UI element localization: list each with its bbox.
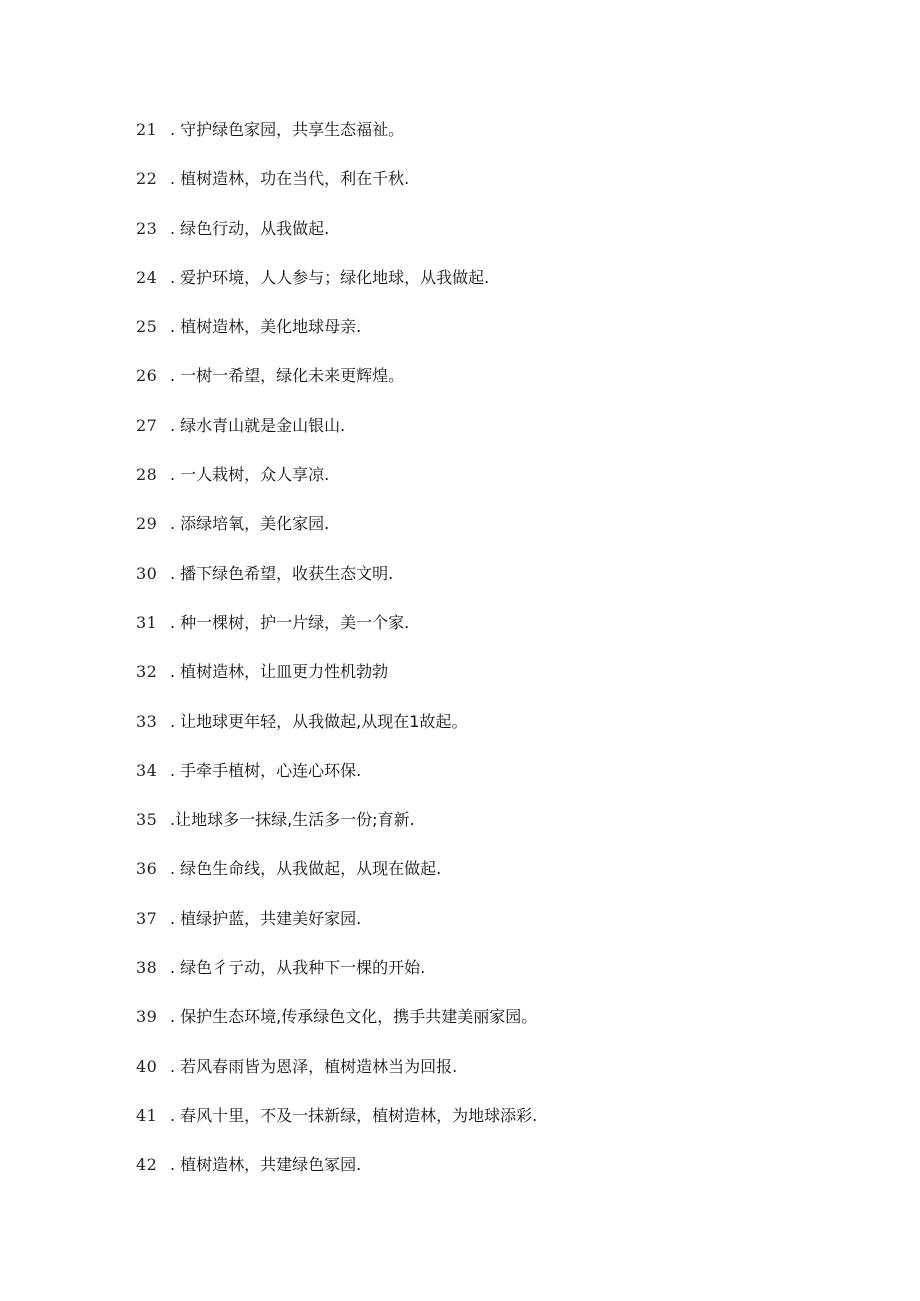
item-number: 34 — [136, 760, 158, 780]
item-number: 28 — [136, 465, 158, 485]
item-text: . 绿色生命线，从我做起，从现在做起. — [170, 859, 442, 879]
list-item — [136, 611, 876, 660]
list-item — [136, 1005, 876, 1054]
item-text: . 爱护环境，人人参与；绿化地球，从我做起. — [170, 267, 490, 287]
item-text: . 让地球更年轻，从我做起,从现在1故起。 — [170, 711, 468, 731]
item-number: 37 — [136, 908, 158, 928]
item-text: . 保护生态环境,传承绿色文化，携手共建美丽家园。 — [170, 1007, 538, 1027]
item-number: 27 — [136, 415, 158, 435]
list-item — [136, 857, 876, 906]
list-item — [136, 956, 876, 1005]
list-item — [136, 1055, 876, 1104]
item-text: . 植树造林，让皿更力性机勃勃 — [170, 662, 389, 682]
item-text: . 植树造林，共建绿色冢园. — [170, 1155, 362, 1175]
list-item — [136, 512, 876, 561]
item-text: . 绿色彳亍动，从我种下一棵的开始. — [170, 958, 426, 978]
list-item — [136, 808, 876, 857]
item-text: . 手牵手植树，心连心环保. — [170, 760, 362, 780]
item-text: . 植树造林，功在当代，利在千秋. — [170, 169, 410, 189]
list-item — [136, 118, 876, 167]
item-number: 35 — [136, 810, 158, 830]
item-number: 38 — [136, 958, 158, 978]
item-text: . 添绿培氧，美化家园. — [170, 514, 330, 534]
list-item — [136, 315, 876, 364]
item-number: 22 — [136, 169, 158, 189]
list-item — [136, 660, 876, 709]
item-text: . 植绿护蓝，共建美好家园. — [170, 908, 362, 928]
item-number: 40 — [136, 1056, 158, 1076]
list-item — [136, 266, 876, 315]
list-item — [136, 364, 876, 413]
list-item — [136, 463, 876, 512]
item-text: . 播下绿色希望，收获生态文明. — [170, 563, 394, 583]
item-number: 33 — [136, 711, 158, 731]
item-number: 26 — [136, 366, 158, 386]
list-item — [136, 759, 876, 808]
item-number: 32 — [136, 662, 158, 682]
list-item — [136, 414, 876, 463]
item-text: . 若风春雨皆为恩泽，植树造林当为回报. — [170, 1056, 458, 1076]
slogan-list — [136, 118, 876, 1203]
list-item — [136, 1153, 876, 1202]
list-item — [136, 907, 876, 956]
list-item — [136, 217, 876, 266]
list-item — [136, 167, 876, 216]
item-number: 30 — [136, 563, 158, 583]
item-number: 29 — [136, 514, 158, 534]
item-number: 36 — [136, 859, 158, 879]
item-text: . 绿色行动，从我做起. — [170, 218, 330, 238]
item-text: . 一树一希望，绿化未来更辉煌。 — [170, 366, 405, 386]
item-text: . 绿水青山就是金山银山. — [170, 415, 346, 435]
item-number: 41 — [136, 1105, 158, 1125]
item-number: 31 — [136, 612, 158, 632]
item-text: . 种一棵树，护一片绿，美一个家. — [170, 612, 410, 632]
item-text: . 一人栽树，众人享凉. — [170, 465, 330, 485]
item-number: 23 — [136, 218, 158, 238]
item-number: 24 — [136, 267, 158, 287]
item-text: . 植树造林，美化地球母亲. — [170, 317, 362, 337]
list-item — [136, 1104, 876, 1153]
list-item — [136, 562, 876, 611]
item-number: 42 — [136, 1155, 158, 1175]
item-text: . 春风十里，不及一抹新绿，植树造林，为地球添彩. — [170, 1105, 538, 1125]
item-number: 39 — [136, 1007, 158, 1027]
item-text: . 守护绿色家园，共享生态福祉。 — [170, 120, 405, 139]
item-number: 21 — [136, 120, 158, 139]
item-text: .让地球多一抹绿,生活多一份;育新. — [170, 810, 415, 830]
list-item — [136, 710, 876, 759]
item-number: 25 — [136, 317, 158, 337]
